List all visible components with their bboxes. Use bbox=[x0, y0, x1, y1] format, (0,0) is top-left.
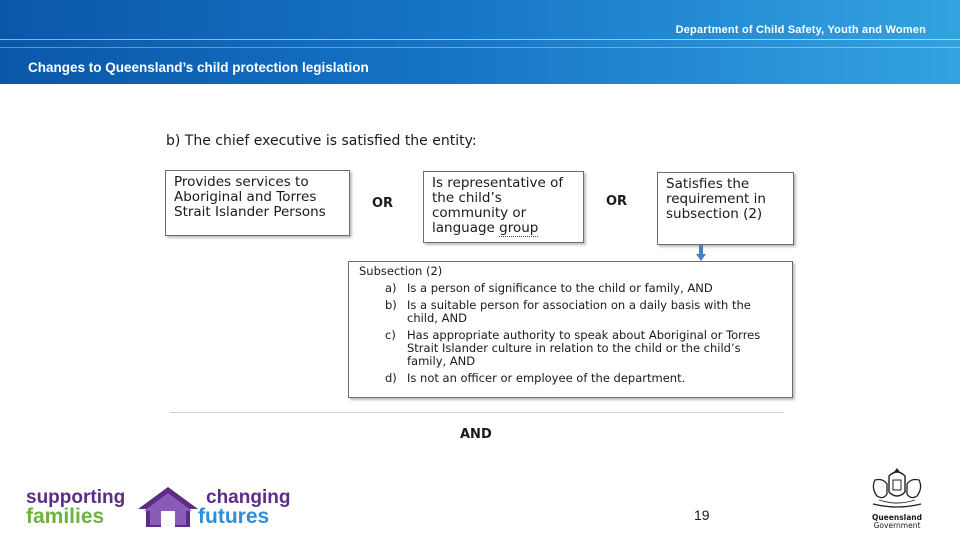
or-label: OR bbox=[606, 194, 628, 209]
or-label: OR bbox=[372, 196, 394, 211]
item-letter: c) bbox=[385, 328, 396, 342]
coat-of-arms-icon bbox=[867, 466, 927, 510]
subsection-item bbox=[359, 329, 782, 368]
criteria-box-services bbox=[165, 170, 350, 236]
department-name: Department of Child Safety, Youth and Women bbox=[675, 24, 926, 36]
gov-logo-line2: Government bbox=[873, 521, 921, 530]
header-banner bbox=[0, 0, 960, 84]
banner-title: Changes to Queensland’s child protection legislation bbox=[28, 60, 369, 75]
logo-word-families: families bbox=[26, 505, 105, 528]
item-letter: a) bbox=[385, 281, 397, 295]
and-label: AND bbox=[460, 427, 492, 442]
logo-word-supporting: supporting bbox=[26, 487, 126, 508]
subsection-box bbox=[348, 261, 793, 398]
header-rule-secondary bbox=[0, 47, 960, 48]
criteria-text: Satisfies the requirement in subsection (2) bbox=[666, 176, 766, 222]
subsection-heading: Subsection (2) bbox=[359, 264, 443, 278]
subsection-item bbox=[359, 299, 782, 325]
item-letter: d) bbox=[385, 371, 397, 385]
intro-statement: b) The chief executive is satisfied the entity: bbox=[166, 133, 477, 149]
logo-word-changing: changing bbox=[206, 487, 291, 508]
gov-logo-line1: Queensland bbox=[871, 513, 923, 522]
criteria-box-subsection bbox=[657, 172, 794, 245]
subsection-item bbox=[359, 282, 782, 295]
criteria-text-underlined: group bbox=[499, 220, 539, 236]
criteria-box-representative bbox=[423, 171, 584, 243]
logo-word-futures: futures bbox=[198, 505, 270, 528]
queensland-government-logo bbox=[862, 466, 932, 530]
divider-line bbox=[170, 412, 784, 413]
house-icon bbox=[136, 487, 200, 527]
criteria-text: Is representative of the child’s community or language bbox=[432, 175, 564, 236]
item-text: Has appropriate authority to speak about Aboriginal or Torres Strait Islander culture in relation to the child or the child’s family, AND bbox=[407, 328, 761, 368]
item-text: Is a person of significance to the child or family, AND bbox=[407, 281, 713, 295]
subsection-item bbox=[359, 372, 782, 385]
criteria-text: Provides services to Aboriginal and Torres Strait Islander Persons bbox=[174, 174, 326, 220]
page-number: 19 bbox=[694, 507, 710, 523]
item-letter: b) bbox=[385, 298, 397, 312]
slide-body bbox=[0, 84, 960, 540]
header-rule bbox=[0, 39, 960, 40]
down-arrow-icon bbox=[696, 245, 706, 261]
item-text: Is not an officer or employee of the department. bbox=[407, 371, 686, 385]
item-text: Is a suitable person for association on a daily basis with the child, AND bbox=[407, 298, 751, 325]
